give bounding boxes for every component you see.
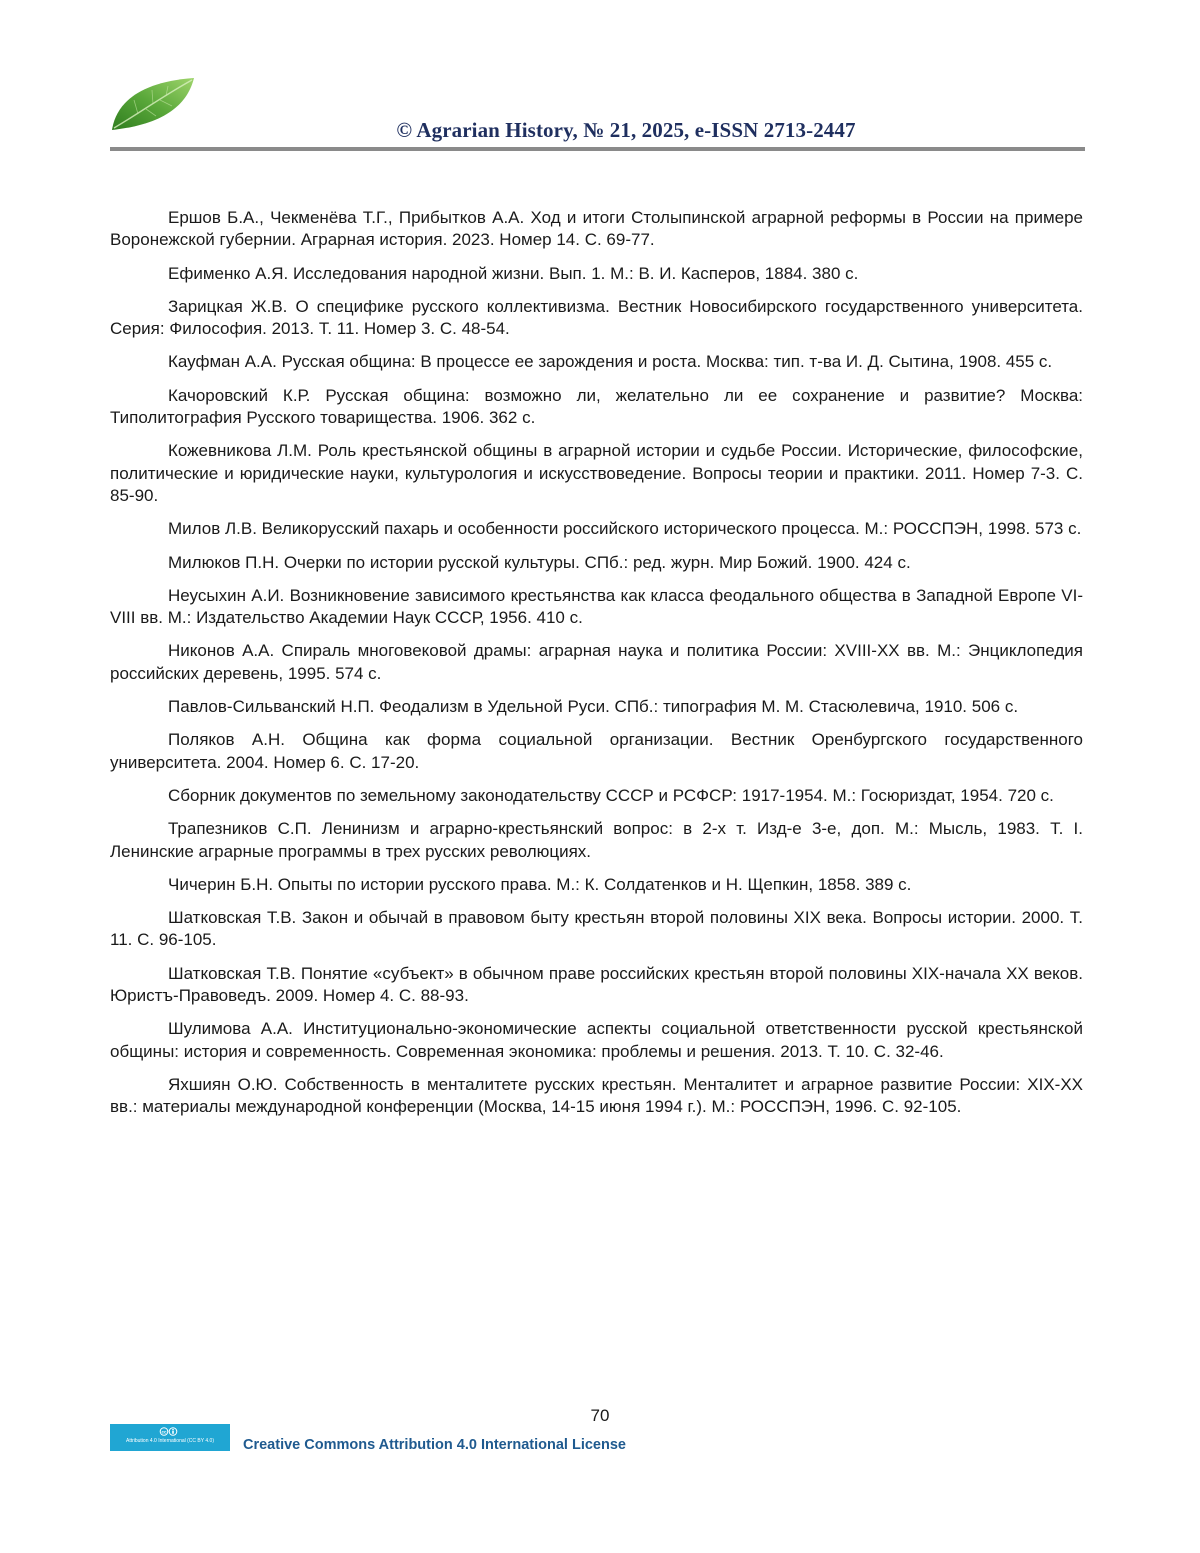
reference-item: Зарицкая Ж.В. О специфике русского коллективизма. Вестник Новосибирского государственного университета. Серия: Философия. 2013. Т. 11. Номер 3. С. 48-54. [110, 296, 1083, 339]
reference-item: Чичерин Б.Н. Опыты по истории русского права. М.: К. Солдатенков и Н. Щепкин, 1858. 389 с. [168, 874, 912, 894]
page-number: 70 [590, 1406, 610, 1425]
reference-item: Поляков А.Н. Община как форма социальной организации. Вестник Оренбургского государственного университета. 2004. Номер 6. С. 17-20. [110, 730, 1083, 772]
reference-item: Кауфман А.А. Русская община: В процессе ее зарождения и роста. Москва: тип. т-ва И. Д. Сытина, 1908. 455 с. [168, 352, 1053, 372]
reference-item: Ефименко А.Я. Исследования народной жизни. Вып. 1. М.: В. И. Касперов, 1884. 380 с. [168, 263, 859, 283]
svg-text:cc: cc [161, 1429, 167, 1435]
reference-item: Никонов А.А. Спираль многовековой драмы: аграрная наука и политика России: XVIII-XX вв. М.: Энциклопедия российских деревень, 1995. 574 с. [110, 641, 1083, 683]
reference-list [110, 207, 1083, 1130]
reference-item: Ершов Б.А., Чекменёва Т.Г., Прибытков А.А. Ход и итоги Столыпинской аграрной реформы в России на примере Воронежской губернии. Аграрная история. 2023. Номер 14. С. 69-77. [110, 208, 1083, 250]
cc-badge-caption: Attribution 4.0 International (CC BY 4.0) [125, 1438, 214, 1444]
reference-item: Сборник документов по земельному законодательству СССР и РСФСР: 1917-1954. М.: Госюриздат, 1954. 720 с. [168, 785, 1054, 805]
reference-item: Шулимова А.А. Институционально-экономические аспекты социальной ответственности русской крестьянской общины: история и современность. Современная экономика: проблемы и решения. 2013. Т. 10. С. 32-46. [110, 1019, 1083, 1061]
reference-item: Милюков П.Н. Очерки по истории русской культуры. СПб.: ред. журн. Мир Божий. 1900. 424 с. [168, 552, 911, 572]
reference-item: Шатковская Т.В. Закон и обычай в правовом быту крестьян второй половины XIX века. Вопросы истории. 2000. Т. 11. С. 96-105. [110, 908, 1083, 950]
reference-item: Качоровский К.Р. Русская община: возможно ли, желательно ли ее сохранение и развитие? Москва: Типолитография Русского товарищества. 1906. 362 с. [110, 385, 1083, 428]
creative-commons-badge-icon[interactable] [110, 1424, 230, 1451]
header-divider [110, 147, 1085, 151]
reference-item: Шатковская Т.В. Понятие «субъект» в обычном праве российских крестьян второй половины XIX-начала XX веков. Юристъ-Правоведъ. 2009. Номер 4. С. 88-93. [110, 963, 1083, 1006]
reference-item: Павлов-Сильванский Н.П. Феодализм в Удельной Руси. СПб.: типография М. М. Стасюлевича, 1910. 506 с. [168, 697, 1019, 717]
reference-item: Яхшиян О.Ю. Собственность в менталитете русских крестьян. Менталитет и аграрное развитие России: XIX-XX вв.: материалы международной конференции (Москва, 14-15 июня 1994 г.). М.: РОССПЭН, 1996. С. 92-105. [110, 1074, 1083, 1117]
page-header [0, 0, 1200, 160]
cc-by-icon [159, 1427, 181, 1436]
license-link[interactable]: Creative Commons Attribution 4.0 International License [243, 1437, 626, 1453]
reference-item: Трапезников С.П. Ленинизм и аграрно-крестьянский вопрос: в 2-х т. Изд-е 3-е, доп. М.: Мысль, 1983. Т. I. Ленинские аграрные программы в трех русских революциях. [110, 819, 1083, 861]
reference-item: Неусыхин А.И. Возникновение зависимого крестьянства как класса феодального общества в Западной Европе VI-VIII вв. М.: Издательство Академии Наук СССР, 1956. 410 с. [110, 585, 1083, 628]
journal-title: © Agrarian History, № 21, 2025, e-ISSN 2713-2447 [396, 118, 856, 142]
reference-item: Милов Л.В. Великорусский пахарь и особенности российского исторического процесса. М.: РОССПЭН, 1998. 573 с. [168, 519, 1082, 539]
reference-item: Кожевникова Л.М. Роль крестьянской общины в аграрной истории и судьбе России. Исторические, философские, политические и юридические науки, культурология и искусствоведение. Вопросы теории и практики. 2011. Номер 7-3. С. 85-90. [110, 441, 1083, 505]
